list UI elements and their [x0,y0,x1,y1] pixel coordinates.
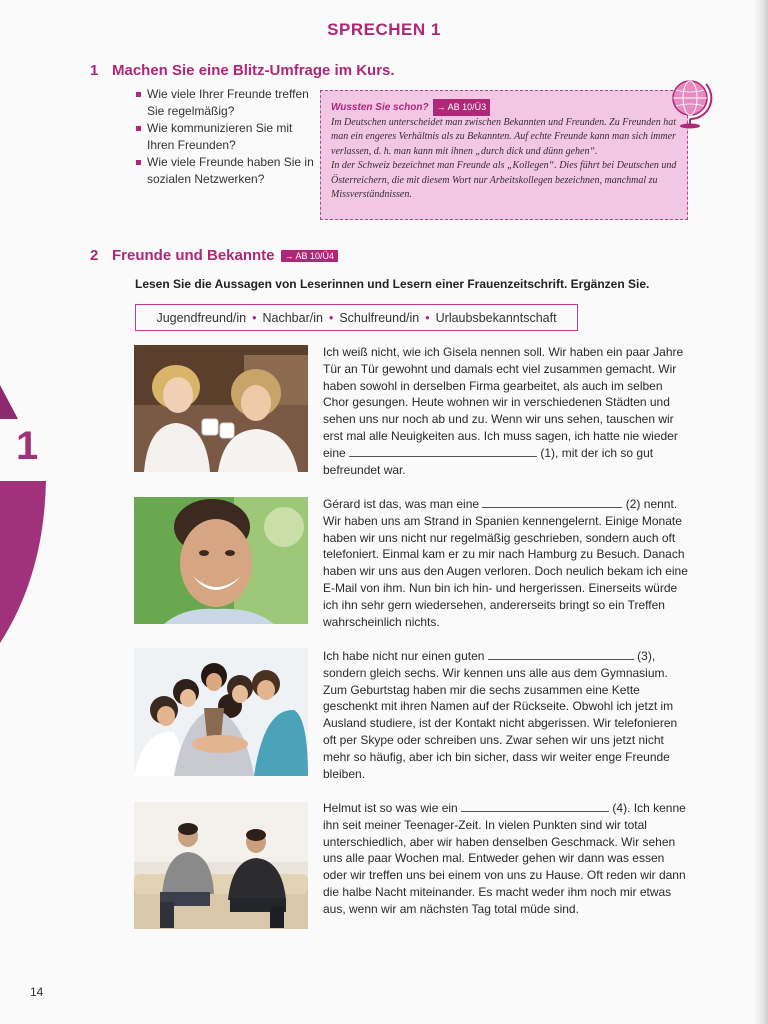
blank-marker-3: (3), [637,649,656,663]
section-2-title: Freunde und Bekannte [112,247,275,264]
blank-marker-2: (2) [625,497,641,511]
section-1-title: Machen Sie eine Blitz-Umfrage im Kurs. [112,62,395,79]
word-bank: Jugendfreund/in • Nachbar/in • Schulfreund/in • Urlaubsbekanntschaft [135,304,578,331]
list-item: Wie viele Freunde haben Sie in sozialen Netzwerken? [135,154,315,188]
statement-3 [323,648,688,782]
statement-4-text: Helmut ist so was wie ein [323,801,458,815]
chapter-number: 1 [16,424,39,468]
infobox-text-2: In der Schweiz bezeichnet man Freunde als „Kollegen“. Dies führt bei Deutschen und Österreichern, die mit diesem Wort nur Arbeitskollegen bezeichnen, manchmal zu Missverständnissen. [331,160,677,200]
page-header: SPRECHEN 1 [327,20,441,39]
photo-smiling-man [134,497,308,624]
infobox-text-1: Im Deutschen unterscheidet man zwischen Bekannten und Freunden. Zu Freunden hat man ein engeres Verhältnis als zu Bekannten. Auf echte Freunde kann man sich immer verlassen, d. h. man kann mit ihnen „durch dick und dünn gehen“. [331,116,677,157]
statement-2 [323,496,688,630]
statement-1 [323,344,688,478]
section-2-number: 2 [90,247,99,264]
exercise-instruction: Lesen Sie die Aussagen von Leserinnen und Lesern einer Frauenzeitschrift. Ergänzen Sie. [135,277,650,291]
statement-1-text: Ich weiß nicht, wie ich Gisela nennen soll. Wir haben ein paar Jahre Tür an Tür gewohnt und damals echt viel zusammen gemacht. Wir haben sowohl in derselben Firma gearbeitet, als auch im selben Chor gesungen. Heute wohnen wir in verschiedenen Städten und sehen uns nur noch ab und zu. Wenn wir uns sehen, tauschen wir erst mal alle Neuigkeiten aus. Ich muss sagen, ich hatte nie wieder eine [323,345,684,460]
page-edge-shadow [754,0,768,1024]
photo-two-women-toasting [134,345,308,472]
word-bank-item: Urlaubsbekanntschaft [435,310,557,325]
infobox-workbook-reference[interactable]: → AB 10/Ü3 [433,99,491,116]
section-1-number: 1 [90,62,99,79]
statement-4 [323,800,688,918]
survey-questions-list [135,86,315,188]
statement-3-text: Ich habe nicht nur einen guten [323,649,485,663]
photo-group-of-friends [134,648,308,776]
section-2-workbook-reference[interactable]: → AB 10/Ü4 [281,250,339,262]
statement-4-end: Ich kenne ihn seit meiner Teenager-Zeit. In vielen Punkten sind wir total unterschiedlich, aber wir haben denselben Geschmack. Wir sehen uns alle paar Wochen mal. Entweder gehen wir dann was essen oder wir treffen uns bei einem von uns zu Hause. Oft reden wir dann die halbe Nacht miteinander. Es macht weder ihm noch mir etwas aus, wenn wir am nächsten Tag total müde sind. [323,801,686,916]
statement-2-end: nennt. Wir haben uns am Strand in Spanien kennengelernt. Einige Monate haben wir uns nicht nur regelmäßig geschrieben, sondern auch oft telefoniert. Einmal kam er zu mir nach Hamburg zu Besuch. Danach haben wir uns aus den Augen verloren. Doch neulich bekam ich eine E-Mail von ihm. Nun bin ich hin- und hergerissen. Einerseits würde ich ihn sehr gern wiedersehen, andererseits bringt so ein Treffen wahrscheinlich nichts. [323,497,688,629]
blank-marker-1: (1), [540,445,559,460]
answer-blank-1[interactable] [349,446,537,457]
did-you-know-box [320,90,688,220]
section-1-heading [90,62,395,79]
photo-two-men-on-sofa [134,802,308,929]
list-item: Wie viele Ihrer Freunde treffen Sie regelmäßig? [135,86,315,120]
answer-blank-3[interactable] [488,649,634,660]
infobox-title: Wussten Sie schon? [331,102,429,113]
blank-marker-4: (4). [612,801,631,815]
word-bank-item: Schulfreund/in [339,310,420,325]
word-bank-item: Nachbar/in [262,310,323,325]
section-2-heading [90,247,338,264]
statement-3-end: sondern gleich sechs. Wir kennen uns alle aus dem Gymnasium. Zum Geburtstag haben mir die sechs zusammen eine Kette geschenkt mit ihren Namen auf der Rückseite. Obwohl ich jetzt im Ausland studiere, ist der Kontakt nicht abgerissen. Wir telefonieren oft per Skype oder schreiben uns. Zwar sehen wir uns jetzt nicht mehr so häufig, aber ich bin sicher, dass wir weiter enge Freunde bleiben. [323,665,678,781]
list-item: Wie kommunizieren Sie mit Ihren Freunden? [135,120,315,154]
statement-2-text: Gérard ist das, was man eine [323,497,480,511]
globe-icon [670,78,714,130]
statement-1-end: mit der ich so gut befreundet war. [323,445,654,477]
answer-blank-4[interactable] [461,801,609,812]
page-number: 14 [30,985,44,999]
word-bank-item: Jugendfreund/in [156,310,247,325]
answer-blank-2[interactable] [482,497,622,508]
